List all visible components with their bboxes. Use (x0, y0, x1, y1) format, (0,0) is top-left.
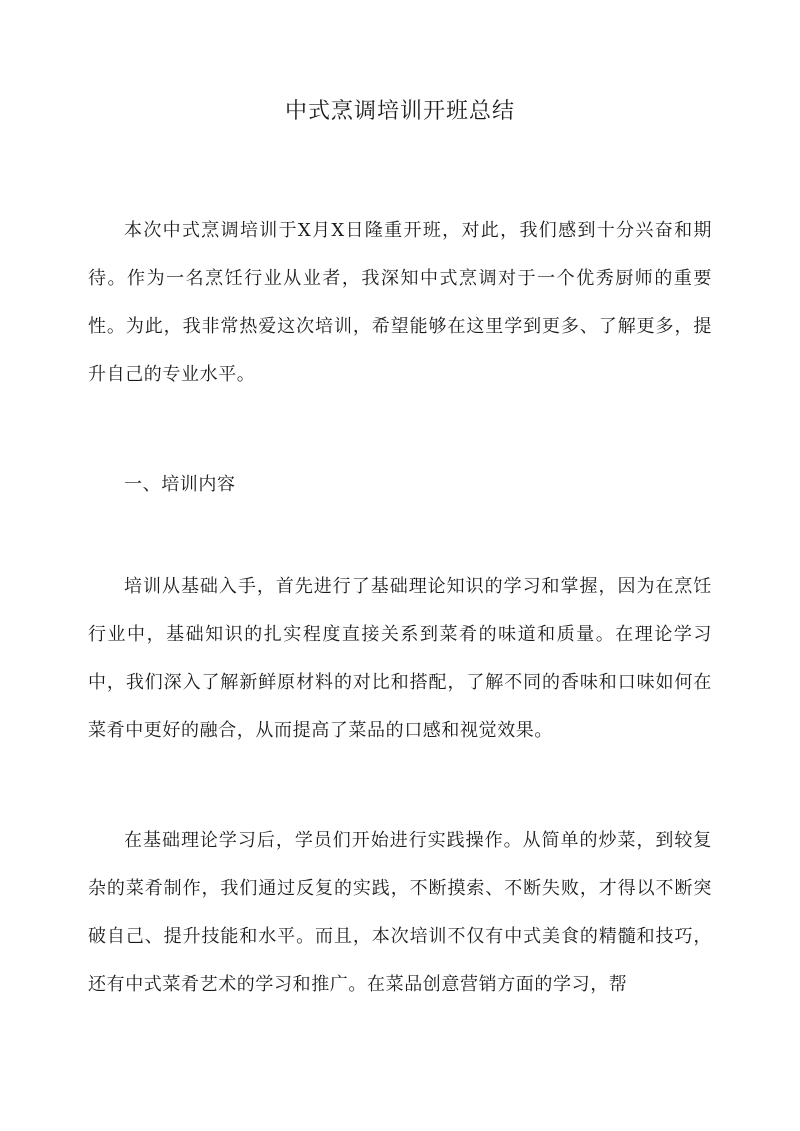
document-title: 中式烹调培训开班总结 (284, 99, 515, 124)
section-heading-training-content: 一、培训内容 (124, 474, 236, 495)
body-paragraph: 在基础理论学习后，学员们开始进行实践操作。从简单的炒菜，到较复杂的菜肴制作，我们通过反复的实践，不断摸索、不断失败，才得以不断突破自己、提升技能和水平。而且，本次培训不仅有中式美食的精髓和技巧，还有中式菜肴艺术的学习和推广。在菜品创意营销方面的学习，帮 (88, 830, 712, 995)
body-paragraph: 培训从基础入手，首先进行了基础理论知识的学习和掌握，因为在烹饪行业中，基础知识的扎实程度直接关系到菜肴的味道和质量。在理论学习中，我们深入了解新鲜原材料的对比和搭配，了解不同的香味和口味如何在菜肴中更好的融合，从而提高了菜品的口感和视觉效果。 (88, 576, 712, 741)
intro-paragraph: 本次中式烹调培训于X月X日隆重开班，对此，我们感到十分兴奋和期待。作为一名烹饪行业从业者，我深知中式烹调对于一个优秀厨师的重要性。为此，我非常热爱这次培训，希望能够在这里学到更多、了解更多，提升自己的专业水平。 (88, 220, 712, 385)
